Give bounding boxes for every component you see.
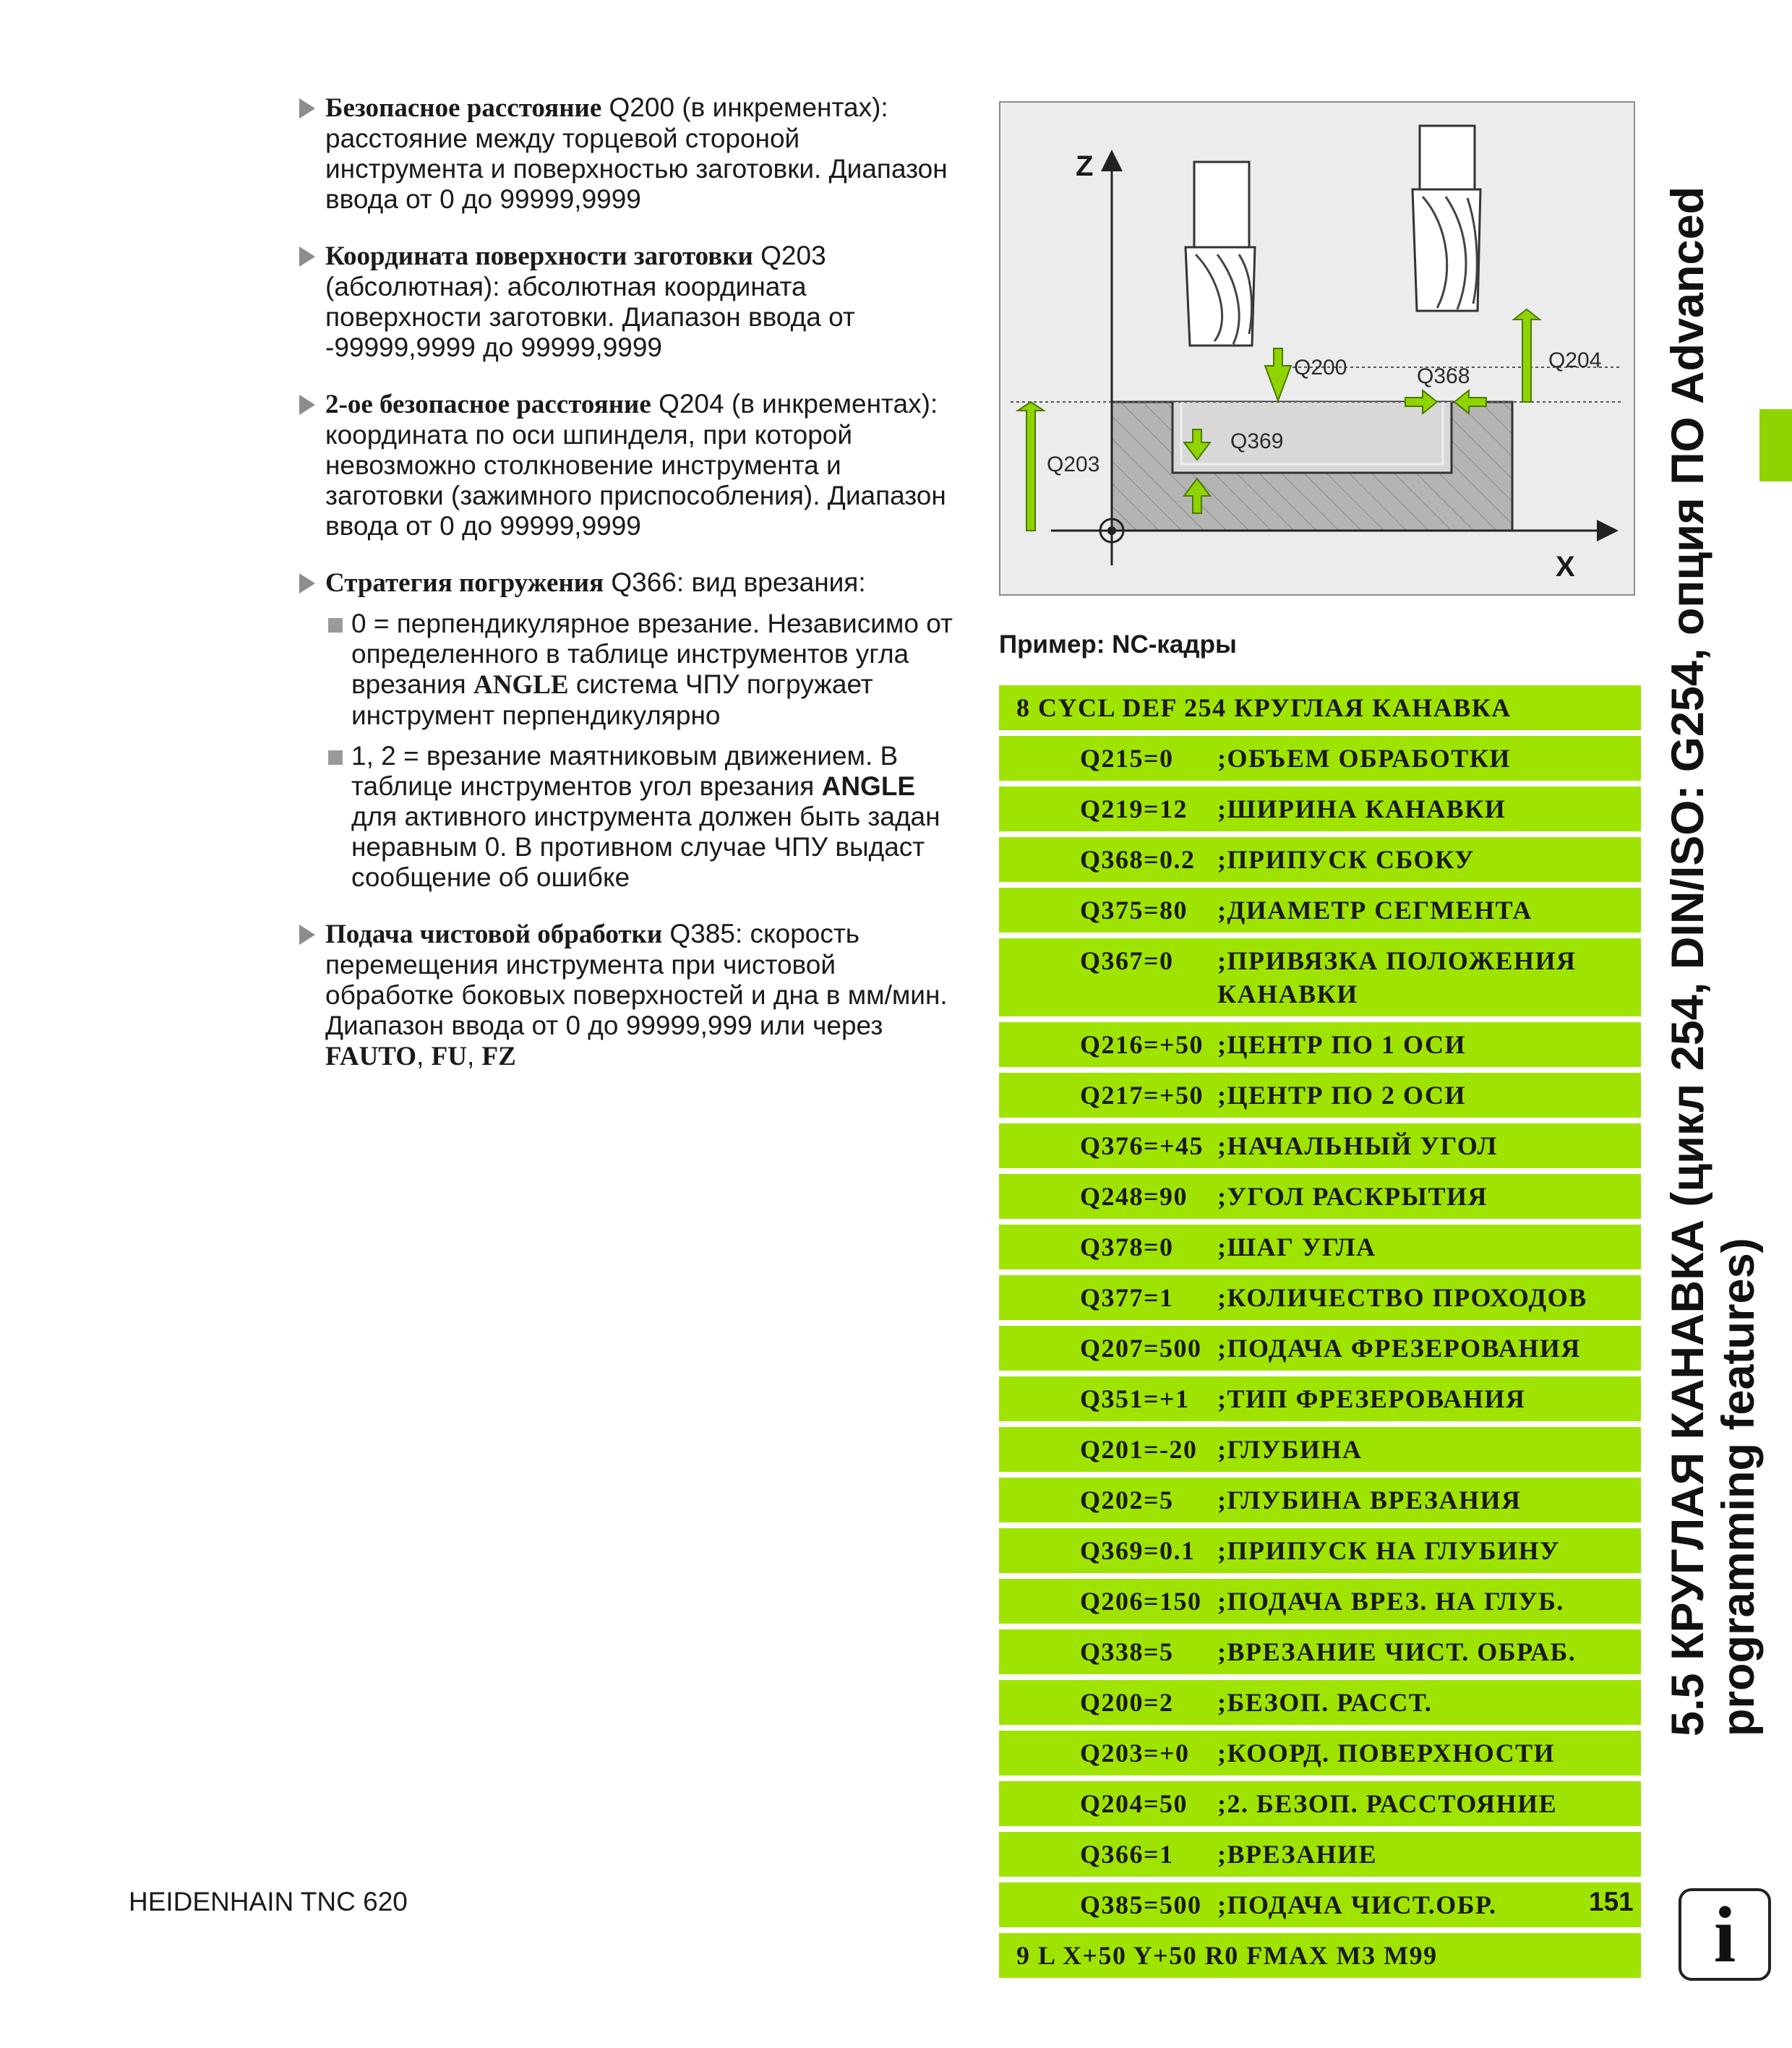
nc-param: Q201=-20 — [1080, 1435, 1198, 1464]
separator: , — [416, 1041, 432, 1071]
nc-row — [999, 1022, 1641, 1067]
nc-row — [999, 736, 1641, 781]
nc-param: Q202=5 — [1080, 1486, 1174, 1514]
param-q366 — [296, 567, 961, 893]
nc-comment: ;ПОДАЧА ФРЕЗЕРОВАНИЯ — [1217, 1334, 1581, 1363]
nc-param: Q385=500 — [1080, 1890, 1202, 1919]
param-name: Подача чистовой обработки — [325, 920, 663, 949]
nc-comment: ;НАЧАЛЬНЫЙ УГОЛ — [1217, 1131, 1498, 1160]
nc-header-row — [999, 685, 1641, 730]
nc-row — [999, 1781, 1641, 1826]
tool-right-icon — [1412, 126, 1480, 311]
nc-footer: 9 L X+50 Y+50 R0 FMAX M3 M99 — [1016, 1941, 1438, 1970]
nc-param: Q376=+45 — [1080, 1131, 1204, 1160]
info-icon — [1679, 1888, 1771, 1981]
nc-param: Q369=0.1 — [1080, 1536, 1196, 1565]
nc-row — [999, 1579, 1641, 1624]
nc-comment: ;ТИП ФРЕЗЕРОВАНИЯ — [1217, 1384, 1526, 1413]
nc-comment: ;КОЛИЧЕСТВО ПРОХОДОВ — [1217, 1283, 1587, 1312]
option-text: 0 = перпендикулярное врезание. Независимо от определенного в таблице инструментов угла врезания — [351, 609, 953, 699]
nc-param: Q338=5 — [1080, 1637, 1174, 1666]
triangle-bullet-icon — [299, 395, 315, 415]
q368-label: Q368 — [1417, 364, 1470, 388]
option-keyword: ANGLE — [473, 670, 569, 700]
param-name: Безопасное расстояние — [325, 93, 602, 123]
param-name: 2-ое безопасное расстояние — [325, 390, 651, 419]
nc-comment: ;ПОДАЧА ВРЕЗ. НА ГЛУБ. — [1217, 1587, 1564, 1616]
groove-finish-contour — [1181, 402, 1443, 464]
nc-comment: ;ГЛУБИНА — [1217, 1435, 1363, 1464]
nc-comment: ;ЦЕНТР ПО 1 ОСИ — [1217, 1030, 1466, 1059]
square-bullet-icon — [328, 750, 343, 765]
nc-comment: ;ПРИВЯЗКА ПОЛОЖЕНИЯ КАНАВКИ — [1217, 946, 1577, 1008]
nc-param: Q248=90 — [1080, 1182, 1188, 1211]
feed-keyword: FZ — [481, 1042, 516, 1071]
param-q385 — [296, 919, 961, 1072]
nc-param: Q378=0 — [1080, 1233, 1174, 1261]
nc-row — [999, 1832, 1641, 1877]
q204-label: Q204 — [1548, 348, 1602, 372]
separator: , — [466, 1041, 482, 1071]
nc-row — [999, 837, 1641, 882]
example-title: Пример: NC-кадры — [999, 630, 1237, 659]
axis-z-label: Z — [1076, 150, 1094, 182]
param-q203 — [296, 241, 961, 363]
nc-header: 8 CYCL DEF 254 КРУГЛАЯ КАНАВКА — [1016, 693, 1512, 722]
cycle-diagram-drawing — [1000, 103, 1634, 594]
option-keyword: ANGLE — [821, 771, 916, 801]
nc-footer-row — [999, 1933, 1641, 1978]
nc-row — [999, 1882, 1641, 1927]
param-name: Координата поверхности заготовки — [325, 241, 753, 271]
param-q204 — [296, 389, 961, 541]
nc-row — [999, 888, 1641, 933]
option-text: система ЧПУ погружает инструмент перпендикулярно — [351, 669, 873, 730]
nc-comment: ;ШАГ УГЛА — [1217, 1233, 1376, 1261]
param-q200 — [296, 93, 961, 215]
nc-comment: ;БЕЗОП. РАССТ. — [1217, 1688, 1433, 1717]
param-description: Q385: скорость перемещения инструмента при чистовой обработке боковых поверхностей и дна в мм/мин. Диапазон ввода от 0 до 99999,999 или через — [325, 919, 948, 1040]
nc-comment: ;ВРЕЗАНИЕ ЧИСТ. ОБРАБ. — [1217, 1637, 1577, 1666]
param-description: Q200 (в инкрементах): расстояние между торцевой стороной инструмента и поверхностью заготовки. Диапазон ввода от 0 до 99999,9999 — [325, 93, 948, 214]
nc-row — [999, 1174, 1641, 1219]
page-number: 151 — [1589, 1887, 1634, 1916]
nc-comment: ;КООРД. ПОВЕРХНОСТИ — [1217, 1739, 1556, 1768]
section-title: 5.5 КРУГЛАЯ КАНАВКА (цикл 254, DIN/ISO: G254, опция ПО Advanced programming features) — [1663, 186, 1764, 1736]
nc-param: Q377=1 — [1080, 1283, 1174, 1312]
q203-label: Q203 — [1047, 453, 1100, 476]
nc-row — [999, 1680, 1641, 1725]
nc-param: Q351=+1 — [1080, 1384, 1190, 1413]
param-name: Стратегия погружения — [325, 568, 604, 598]
nc-row — [999, 1376, 1641, 1421]
square-bullet-icon — [328, 618, 343, 633]
nc-row — [999, 1123, 1641, 1168]
q200-label: Q200 — [1294, 356, 1347, 380]
nc-row — [999, 1275, 1641, 1320]
nc-param: Q215=0 — [1080, 744, 1174, 773]
nc-comment: ;ВРЕЗАНИЕ — [1217, 1840, 1377, 1869]
nc-comment: ;УГОЛ РАСКРЫТИЯ — [1217, 1182, 1488, 1211]
nc-param: Q200=2 — [1080, 1688, 1174, 1717]
triangle-bullet-icon — [299, 925, 315, 945]
param-description: Q366: вид врезания: — [604, 567, 866, 597]
nc-comment: ;ПОДАЧА ЧИСТ.ОБР. — [1217, 1890, 1497, 1919]
nc-program — [999, 685, 1641, 1984]
nc-param: Q366=1 — [1080, 1840, 1174, 1869]
nc-param: Q204=50 — [1080, 1789, 1188, 1818]
nc-comment: ;ОБЪЕМ ОБРАБОТКИ — [1217, 744, 1511, 773]
chapter-tab — [1759, 409, 1792, 481]
param-description: Q204 (в инкрементах): координата по оси шпинделя, при которой невозможно столкновение инструмента и заготовки (зажимного приспособления). Диапазон ввода от 0 до 99999,9999 — [325, 389, 946, 541]
nc-param: Q206=150 — [1080, 1587, 1202, 1616]
nc-comment: ;ПРИПУСК НА ГЛУБИНУ — [1217, 1536, 1560, 1565]
param-description: Q203 (абсолютная): абсолютная координата поверхности заготовки. Диапазон ввода от -99999,9999 до 99999,9999 — [325, 241, 855, 362]
nc-row — [999, 1427, 1641, 1472]
nc-param: Q367=0 — [1080, 946, 1174, 975]
nc-row — [999, 1326, 1641, 1371]
footer-product: HEIDENHAIN TNC 620 — [129, 1887, 408, 1916]
nc-param: Q217=+50 — [1080, 1081, 1204, 1110]
nc-row — [999, 938, 1641, 1016]
nc-param: Q375=80 — [1080, 896, 1188, 925]
nc-row — [999, 1731, 1641, 1775]
nc-param: Q368=0.2 — [1080, 845, 1196, 874]
nc-row — [999, 1073, 1641, 1118]
nc-param: Q219=12 — [1080, 794, 1188, 823]
strategy-option — [325, 741, 961, 893]
info-icon-glyph: i — [1713, 1890, 1736, 1979]
nc-comment: ;2. БЕЗОП. РАССТОЯНИЕ — [1217, 1789, 1558, 1818]
parameter-list — [296, 93, 961, 1098]
nc-row — [999, 1225, 1641, 1269]
nc-param: Q216=+50 — [1080, 1030, 1204, 1059]
nc-comment: ;ЦЕНТР ПО 2 ОСИ — [1217, 1081, 1466, 1110]
strategy-option — [325, 609, 961, 731]
nc-comment: ;ГЛУБИНА ВРЕЗАНИЯ — [1217, 1486, 1522, 1514]
nc-comment: ;ДИАМЕТР СЕГМЕНТА — [1217, 896, 1532, 925]
triangle-bullet-icon — [299, 573, 315, 594]
option-text: 1, 2 = врезание маятниковым движением. В таблице инструментов угол врезания — [351, 741, 899, 801]
option-text: для активного инструмента должен быть задан неравным 0. В противном случае ЧПУ выдаст сообщение об ошибке — [351, 802, 940, 892]
feed-keyword: FU — [431, 1042, 467, 1071]
triangle-bullet-icon — [299, 247, 315, 267]
nc-comment: ;ПРИПУСК СБОКУ — [1217, 845, 1475, 874]
nc-comment: ;ШИРИНА КАНАВКИ — [1217, 794, 1506, 823]
tool-left-icon — [1186, 162, 1255, 346]
q369-label: Q369 — [1230, 429, 1284, 453]
triangle-bullet-icon — [299, 98, 315, 119]
nc-row — [999, 1629, 1641, 1674]
nc-param: Q203=+0 — [1080, 1739, 1190, 1768]
nc-row — [999, 1528, 1641, 1573]
nc-param: Q207=500 — [1080, 1334, 1202, 1363]
feed-keyword: FAUTO — [325, 1042, 417, 1071]
cycle-diagram — [999, 101, 1635, 596]
axis-x-label: X — [1556, 551, 1575, 583]
nc-row — [999, 1478, 1641, 1522]
nc-row — [999, 787, 1641, 831]
